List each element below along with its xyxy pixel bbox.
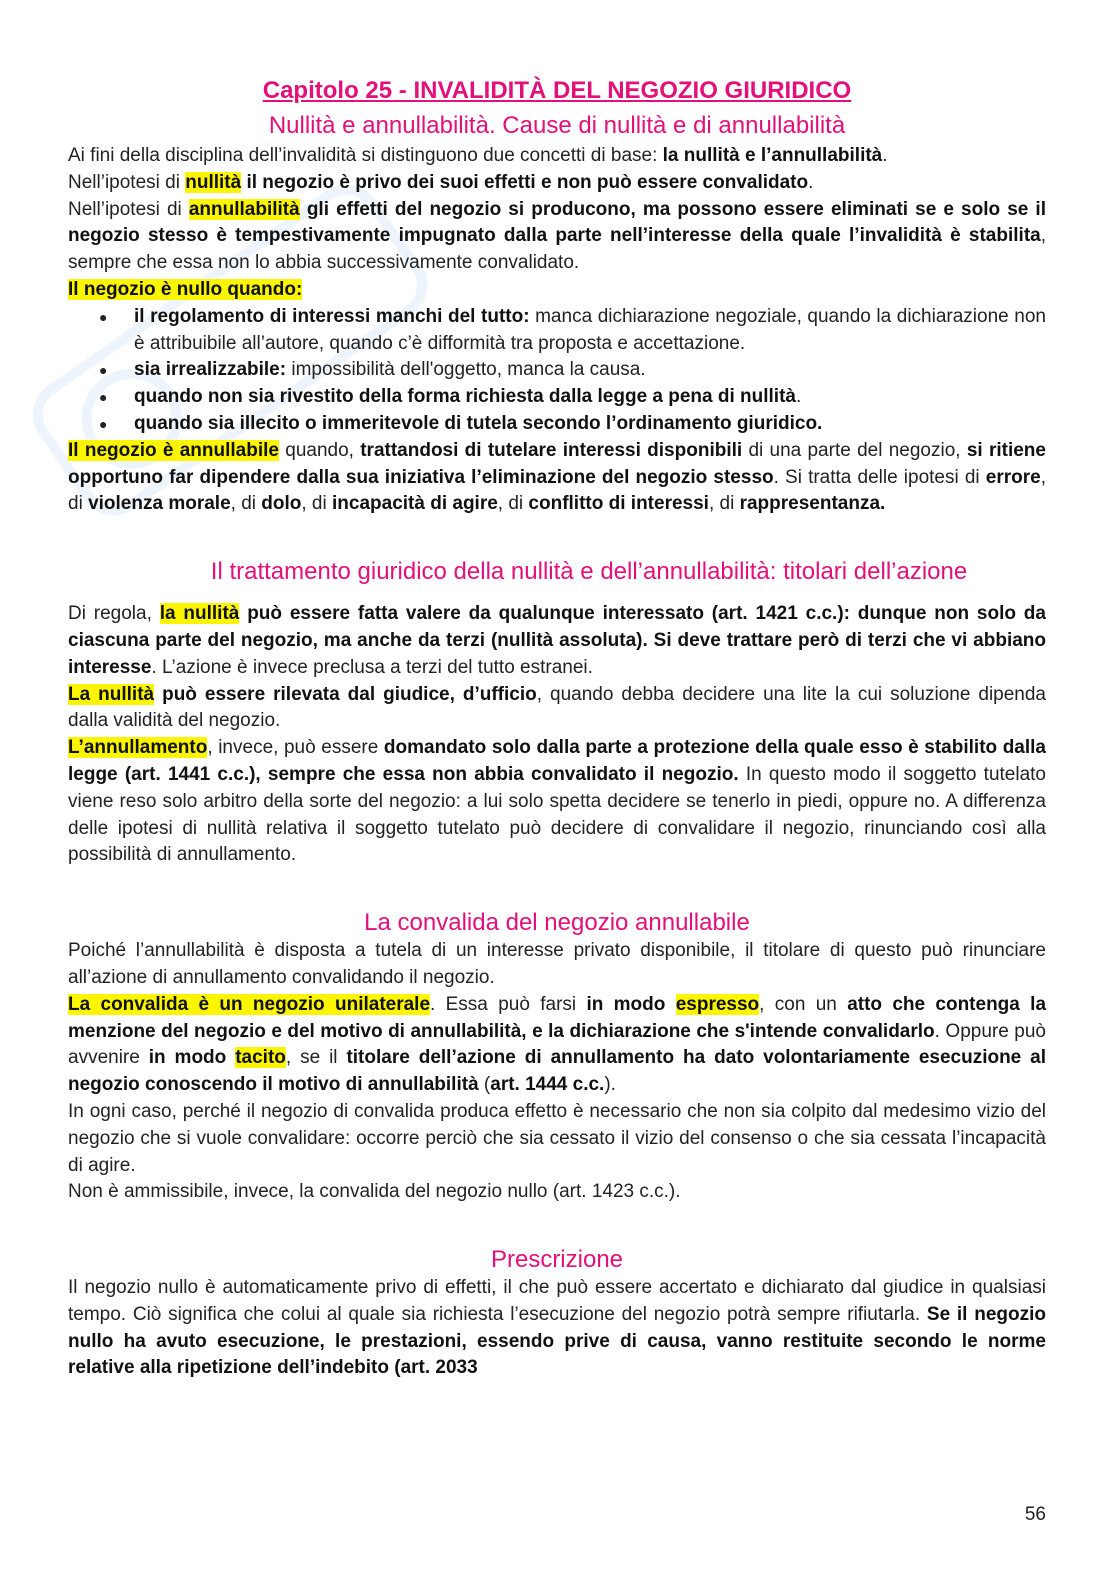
bold-text: incapacità di agire xyxy=(332,493,498,515)
paragraph xyxy=(68,438,1046,518)
highlighted-text: nullità xyxy=(185,171,242,193)
highlighted-text: L’annullamento xyxy=(68,737,208,759)
text: Nell’ipotesi di xyxy=(68,171,186,193)
bold-text: violenza morale xyxy=(88,493,231,515)
paragraph xyxy=(68,735,1046,869)
bold-text: conflitto di interessi xyxy=(528,493,709,515)
text: impossibilità dell'oggetto, manca la causa. xyxy=(286,359,646,381)
page-number: 56 xyxy=(1024,1504,1046,1525)
paragraph xyxy=(68,197,1046,277)
list-item xyxy=(68,304,1046,358)
chapter-separator: - xyxy=(392,77,414,104)
bold-text: può essere fatta valere da qualunque interessato (art. 1421 c.c.): dunque non solo da ciascuna parte del negozio, ma anche da terzi (nullità assoluta). Si deve trattare però di terzi che vi abbiano interesse xyxy=(68,603,1046,678)
paragraph xyxy=(68,170,1046,197)
bold-text: rappresentanza. xyxy=(739,493,886,515)
bold-text: il regolamento di interessi manchi del tutto: xyxy=(134,305,530,327)
text: Di regola, xyxy=(68,603,160,625)
text: In questo modo il soggetto tutelato viene reso solo arbitro della sorte del negozio: a lui solo spetta decidere se tenerlo in piedi, oppure no. A differenza delle ipotesi di nullità relativa il soggetto tutelato può decidere di convalidare il negozio, rinunciando così alla possibilità di annullamento. xyxy=(68,763,1046,866)
text: . xyxy=(808,171,814,193)
bold-text: si ritiene opportuno far dipendere dalla sua iniziativa l’eliminazione del negozio stesso xyxy=(68,439,1046,488)
text: ). xyxy=(604,1074,616,1096)
bold-text: può essere rilevata dal giudice, d’ufficio xyxy=(154,683,537,705)
paragraph: In ogni caso, perché il negozio di convalida produca effetto è necessario che non sia colpito dal medesimo vizio del negozio che si vuole convalidare: occorre perciò che sia cessato il vizio del consenso o che sia cessata l’incapacità di agire. xyxy=(68,1100,1046,1176)
bold-text: in modo xyxy=(148,1047,236,1069)
bullet-list xyxy=(68,304,1046,438)
bold-text: atto che contenga la menzione del negozio e del motivo di annullabilità, e la dichiarazione che s'intende convalidarlo xyxy=(68,993,1047,1042)
bold-text: dolo xyxy=(261,493,302,515)
chapter-name: INVALIDITÀ DEL NEGOZIO GIURIDICO xyxy=(413,77,852,104)
paragraph xyxy=(68,682,1046,736)
chapter-title xyxy=(68,74,1046,108)
highlighted-text: espresso xyxy=(675,993,760,1015)
text: . Oppure può avvenire xyxy=(68,1020,1046,1069)
text: , di xyxy=(68,466,1046,515)
paragraph: Poiché l’annullabilità è disposta a tutela di un interesse privato disponibile, il titolare di questo può rinunciare all’azione di annullamento convalidando il negozio. xyxy=(68,940,1046,988)
bold-text: gli effetti del negozio si producono, ma possono essere eliminati se e solo se il negozio stesso è tempestivamente impugnato dalla parte nell’interesse della quale l’invalidità è stabilita xyxy=(68,198,1046,247)
section-title-trattamento: Il trattamento giuridico della nullità e dell’annullabilità: titolari dell’azione xyxy=(210,558,968,586)
text: , di xyxy=(230,493,262,515)
text: quando, xyxy=(278,439,361,461)
bold-text: quando sia illecito o immeritevole di tutela secondo l’ordinamento giuridico. xyxy=(134,412,823,434)
bold-text: la nullità e l’annullabilità xyxy=(662,145,883,166)
text: , quando debba decidere una lite la cui soluzione dipenda dalla validità del negozio. xyxy=(68,683,1046,732)
text: . xyxy=(882,145,888,166)
paragraph: Non è ammissibile, invece, la convalida del negozio nullo (art. 1423 c.c.). xyxy=(68,1181,681,1203)
bold-text: Se il negozio nullo ha avuto esecuzione, le prestazioni, essendo prive di causa, vanno restituite secondo le norme relative alla ripetizione dell’indebito (art. 2033 xyxy=(68,1303,1047,1379)
text: . L’azione è invece preclusa a terzi del tutto estranei. xyxy=(151,656,593,678)
paragraph xyxy=(68,143,1046,170)
highlighted-text: La nullità xyxy=(68,683,155,705)
page-content xyxy=(68,74,1046,1382)
highlighted-text: Il negozio è nullo quando: xyxy=(68,278,303,300)
text: , se il xyxy=(285,1047,347,1069)
text: di una parte del negozio, xyxy=(742,439,967,461)
highlighted-text: tacito xyxy=(235,1047,286,1069)
bold-text: titolare dell’azione di annullamento ha dato volontariamente esecuzione al negozio conoscendo il motivo di annullabilità xyxy=(68,1047,1047,1096)
bold-text: trattandosi di tutelare interessi disponibili xyxy=(360,439,743,461)
list-item xyxy=(68,357,1046,384)
paragraph xyxy=(68,277,1046,304)
highlighted-text: la nullità xyxy=(159,603,240,625)
text: Nell’ipotesi di xyxy=(68,198,189,220)
text: . xyxy=(796,386,802,408)
text: , di xyxy=(708,493,740,515)
paragraph xyxy=(68,1275,1046,1382)
bold-text: art. 1444 c.c. xyxy=(490,1074,605,1096)
text: , invece, può essere xyxy=(207,737,384,759)
bold-text: sia irrealizzabile: xyxy=(134,359,287,381)
text: ( xyxy=(478,1074,491,1096)
text: manca dichiarazione negoziale, quando la dichiarazione non è attribuibile all’autore, quando c’è difformità tra proposta e accettazione. xyxy=(134,305,1046,354)
bold-text: quando non sia rivestito della forma richiesta dalla legge a pena di nullità xyxy=(134,386,796,408)
bold-text: il negozio è privo dei suoi effetti e non può essere convalidato xyxy=(241,171,809,193)
section-title-prescrizione: Prescrizione xyxy=(490,1246,624,1274)
text: . Si tratta delle ipotesi di xyxy=(773,466,986,488)
text: Il negozio nullo è automaticamente privo di effetti, il che può essere accertato e dichiarato dal giudice in qualsiasi tempo. Ciò significa che colui al quale sia richiesta l’esecuzione del negozio potrà sempre rifiutarla. xyxy=(68,1277,1046,1325)
text: , di xyxy=(497,493,529,515)
list-item xyxy=(68,384,1046,411)
paragraph xyxy=(68,992,1046,1099)
text: . Essa può farsi xyxy=(430,993,587,1015)
chapter-number: Capitolo 25 xyxy=(262,77,393,104)
bold-text: errore xyxy=(985,466,1041,488)
highlighted-text: La convalida è un negozio unilaterale xyxy=(68,993,431,1015)
text: , di xyxy=(301,493,332,515)
highlighted-text: Il negozio è annullabile xyxy=(68,439,279,461)
bold-text: domandato solo dalla parte a protezione della quale esso è stabilito dalla legge (art. 1441 c.c.), sempre che essa non abbia convalidato il negozio. xyxy=(68,737,1047,785)
text: , con un xyxy=(759,993,848,1015)
paragraph xyxy=(68,601,1046,681)
text: Ai fini della disciplina dell’invalidità si distinguono due concetti di base: xyxy=(68,145,663,166)
highlighted-text: annullabilità xyxy=(188,198,300,220)
section-title-nullita: Nullità e annullabilità. Cause di nullità e di annullabilità xyxy=(268,112,846,139)
list-item xyxy=(68,411,1046,438)
section-title-convalida: La convalida del negozio annullabile xyxy=(364,909,750,937)
bold-text: in modo xyxy=(586,993,676,1015)
text: , sempre che essa non lo abbia successivamente convalidato. xyxy=(68,225,1046,274)
